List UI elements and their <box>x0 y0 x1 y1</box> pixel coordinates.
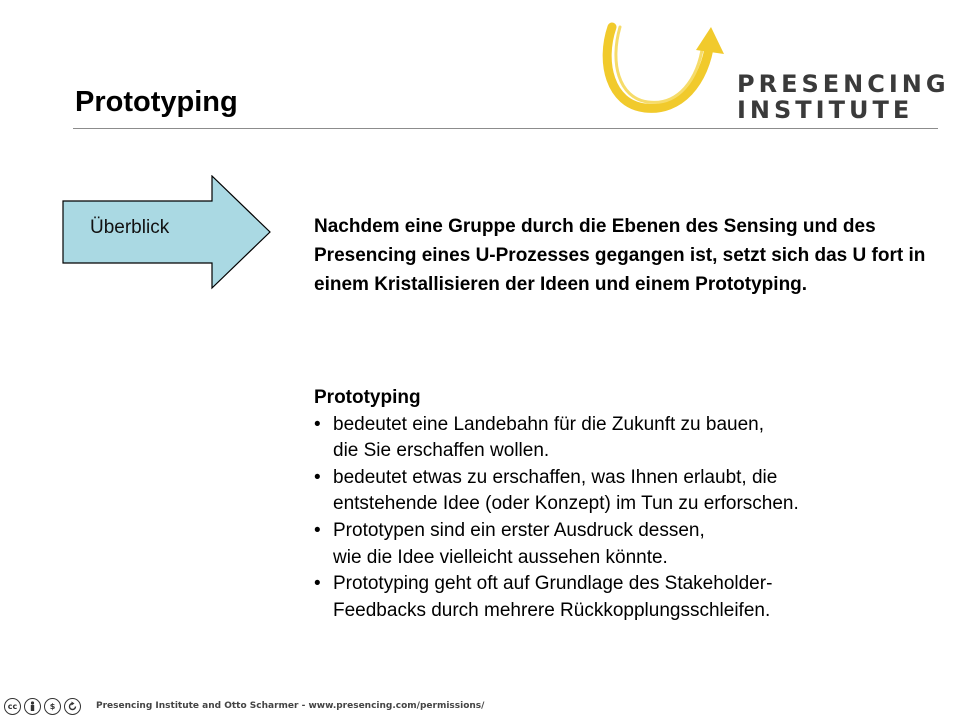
overview-label: Überblick <box>90 217 170 238</box>
bullet-item <box>314 412 934 465</box>
creative-commons-icon: cc <box>4 698 21 715</box>
bullet-item <box>314 518 934 571</box>
logo-text-presencing: PRESENCING <box>737 70 950 98</box>
bullet-line: Prototyping geht oft auf Grundlage des Stakeholder- <box>333 573 773 595</box>
license-footer <box>4 696 484 716</box>
prototyping-section <box>314 385 934 624</box>
bullet-item <box>314 571 934 624</box>
logo-text-institute: INSTITUTE <box>737 96 914 124</box>
bullet-item <box>314 465 934 518</box>
intro-paragraph: Nachdem eine Gruppe durch die Ebenen des Sensing und des Presencing eines U-Prozesses gegangen ist, setzt sich das U fort in einem Kristallisieren der Ideen und einem Prototyping. <box>314 216 926 295</box>
attribution-icon <box>24 698 41 715</box>
bullet-list <box>314 412 934 625</box>
sharealike-icon <box>64 698 81 715</box>
bullet-line: wie die Idee vielleicht aussehen könnte. <box>333 546 668 568</box>
bullet-line: die Sie erschaffen wollen. <box>333 440 550 462</box>
bullet-line: bedeutet etwas zu erschaffen, was Ihnen erlaubt, die <box>333 466 778 488</box>
section-heading: Prototyping <box>314 387 421 408</box>
footer-copyright: Presencing Institute and Otto Scharmer - www.presencing.com/permissions/ <box>96 701 485 711</box>
bullet-line: Prototypen sind ein erster Ausdruck dessen, <box>333 519 705 541</box>
bullet-line: entstehende Idee (oder Konzept) im Tun zu erforschen. <box>333 493 799 515</box>
title-divider <box>73 128 938 129</box>
slide-title: Prototyping <box>75 86 238 118</box>
bullet-line: Feedbacks durch mehrere Rückkopplungsschleifen. <box>333 599 771 621</box>
noncommercial-icon: $ <box>44 698 61 715</box>
bullet-line: bedeutet eine Landebahn für die Zukunft zu bauen, <box>333 413 765 435</box>
